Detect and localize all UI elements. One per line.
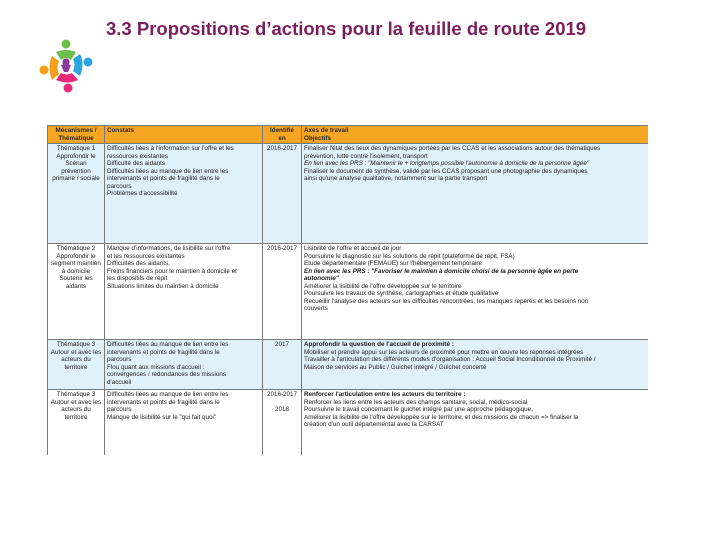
cell-line: 2018 <box>274 406 289 413</box>
cell-theme <box>48 390 105 456</box>
cell-line: Problèmes d'accessibilité <box>107 190 178 197</box>
cell-line: 2016-2017 <box>266 145 298 152</box>
cell-constats <box>105 390 263 456</box>
cell-line: Thématique 3 <box>56 391 96 398</box>
cell-line: Situations limites du maintien à domicile <box>107 282 219 290</box>
cell-line: Thématique 3 <box>56 341 96 348</box>
cell-constats <box>105 244 263 340</box>
cell-line: Lisibilité de l'offre et accueil de jour <box>304 245 402 252</box>
cell-axes <box>302 244 649 340</box>
cell-line: Manque d'informations, de lisibilité sur l'offre <box>107 245 231 252</box>
cell-line: Difficultés liées au manque de lien entre les <box>107 391 229 398</box>
cell-line: convergences / redondances des missions <box>107 371 227 378</box>
slide-title: 3.3 Propositions d’actions pour la feuille de route 2019 <box>106 18 587 39</box>
cell-line: prévention <box>61 167 91 175</box>
cell-line: Approfondir le <box>56 152 96 160</box>
cell-line: intervenants et points de fragilité dans le <box>107 398 220 406</box>
cell-theme <box>48 244 105 340</box>
cell-axes <box>302 144 649 244</box>
cell-line: Maison de services au Public / Guichet intégré / Guichet concerté <box>304 363 487 371</box>
cell-line: Difficultés des aidants, <box>107 260 170 267</box>
cell-line: Mobiliser et prendre appui sur les acteurs de proximité pour mettre en œuvre les réponses intégrées <box>304 348 584 356</box>
cell-line: acteurs du <box>61 406 91 413</box>
logo-figure-orange-head <box>40 66 49 75</box>
logo-figure-blue-head <box>84 58 93 67</box>
cell-line: Autour et avec les <box>50 348 102 356</box>
header-axes: Axes de travail Objectifs <box>302 126 649 144</box>
cell-line: Poursuivre les travaux de synthèse, cartographies et étude qualitative <box>304 290 499 297</box>
table-body <box>48 144 649 456</box>
cell-constats <box>105 144 263 244</box>
header-identifie: Identifié en <box>263 126 302 144</box>
cell-identifie <box>263 144 302 244</box>
cell-line: En lien avec les PRS : "Maintenir le + longtemps possible l'autonomie à domicile de la personne âgée" <box>304 160 590 167</box>
cell-line: Renforcer les liens entre les acteurs des champs sanitaire, social, médico-social <box>304 398 528 406</box>
cell-line: intervenants et points de fragilité dans le <box>107 348 220 356</box>
cell-line: Difficultés liées au manque de lien entre les <box>107 167 229 175</box>
cell-line: ressources existantes <box>107 152 168 160</box>
cell-line: acteurs du <box>61 356 91 363</box>
cell-line: segment maintien <box>51 260 101 267</box>
cell-line: Poursuivre le diagnostic sur les solutions de répit (plateforme de répit, FSA) <box>304 252 515 260</box>
cell-line <box>265 399 299 407</box>
cell-line: En lien avec les PRS : "Favoriser le maintien à domicile choisi de la personne âgée en perte <box>304 267 579 275</box>
cell-line: Finaliser l'état des lieux des dynamiques portées par les CCAS et les associations autour des thématiques <box>304 145 601 152</box>
cell-line: Renforcer l'articulation entre les acteurs du territoire : <box>304 391 466 398</box>
cell-line: Flou quant aux missions d'accueil : <box>107 363 205 371</box>
cell-line: intervenants et points de fragilité dans le <box>107 175 220 182</box>
cell-theme <box>48 144 105 244</box>
table-row <box>48 390 649 456</box>
header-theme: Mécanismes / Thématique <box>48 126 105 144</box>
table-row <box>48 340 649 390</box>
logo-figure-green-head <box>62 40 71 49</box>
cell-line: prévention, lutte contre l'isolement, transport <box>304 152 428 160</box>
cell-identifie <box>263 340 302 390</box>
logo-figure-purple-body <box>61 64 71 72</box>
cell-line: 2016-2017 <box>266 391 298 398</box>
logo-figure-pink-body <box>56 73 78 83</box>
cell-line: Difficultés liées au manque de lien entre les <box>107 341 229 348</box>
table-row <box>48 244 649 340</box>
cell-line: d'accueil <box>107 378 132 386</box>
cell-line: ainsi qu'une analyse qualitative, notamment sur la partie transport <box>304 175 488 182</box>
cell-line: Finaliser le document de synthèse, validé par les CCAS proposant une photographie des dynamiques <box>304 167 588 175</box>
header-constats: Constats <box>105 126 263 144</box>
cell-identifie <box>263 390 302 456</box>
cell-line: Manque de lisibilité sur le "qui fait quoi" <box>107 413 217 421</box>
cell-theme <box>48 340 105 390</box>
cell-line: parcours <box>107 356 132 363</box>
cell-axes <box>302 340 649 390</box>
cell-line: Poursuivre le travail concernant le guichet intégré par une approche pédagogique, <box>304 406 533 413</box>
cell-line: 2016-2017 <box>266 245 298 252</box>
cell-line: 2017 <box>274 341 289 348</box>
logo-figure-blue-body <box>73 54 83 76</box>
cell-line: Approfondir le <box>56 252 96 260</box>
cell-line: territoire <box>64 413 88 421</box>
cell-line: Etude départementale (FEMAUE) sur l'hébergement temporaire <box>304 260 482 267</box>
logo-figure-orange-body <box>50 56 60 80</box>
cell-line: aidants <box>65 282 87 290</box>
cell-line: et les ressources existantes <box>107 252 185 260</box>
cell-line: à domicile <box>61 267 91 275</box>
cell-line: parcours <box>107 182 132 190</box>
table-row <box>48 144 649 244</box>
cell-constats <box>105 340 263 390</box>
cell-line: Thématique 1 <box>56 145 96 152</box>
cell-line: Autour et avec les <box>50 398 102 406</box>
cell-line: Difficulté des aidants <box>107 160 165 167</box>
roadmap-table <box>47 125 648 455</box>
cell-line: Travailler à l'articulation des différents modes d'organisation : Accueil Social Inconditionnel de Proximité / <box>304 356 596 363</box>
cell-line: parcours <box>107 406 132 413</box>
cell-line: autonomie" <box>304 275 339 282</box>
cell-identifie <box>263 244 302 340</box>
cell-line: couverts <box>304 305 328 312</box>
cell-line: Soutenir les <box>59 275 93 282</box>
cell-line: Recueillir l'analyse des acteurs sur les difficultés rencontrées, les manques repérés et les besoins non <box>304 297 589 305</box>
logo-figure-pink-head <box>64 84 73 93</box>
cell-line: création d'un outil départemental avec la CARSAT <box>304 421 444 428</box>
cell-line: Freins financiers pour le maintien à domicile et <box>107 267 237 275</box>
cell-line: les dispositifs de répit <box>107 275 168 282</box>
roadmap-table-container <box>47 125 648 455</box>
cell-line: Approfondir la question de l'accueil de proximité : <box>304 341 454 348</box>
cell-line: territoire <box>64 363 88 371</box>
table-header-row <box>48 126 649 144</box>
cell-line: Scénari <box>65 160 87 167</box>
cell-axes <box>302 390 649 456</box>
cell-line: primaire / sociale <box>52 175 100 182</box>
people-circle-logo <box>38 38 94 94</box>
cell-line: Améliorer la lisibilité de l'offre développée sur le territoire <box>304 282 462 290</box>
cell-line: Améliorer la lisibilité de l'offre développée sur le territoire, et des missions de chacun => finaliser la <box>304 413 579 421</box>
cell-line: Thématique 2 <box>56 245 96 252</box>
cell-line: Difficultés liées à l'information sur l'offre et les <box>107 145 234 152</box>
